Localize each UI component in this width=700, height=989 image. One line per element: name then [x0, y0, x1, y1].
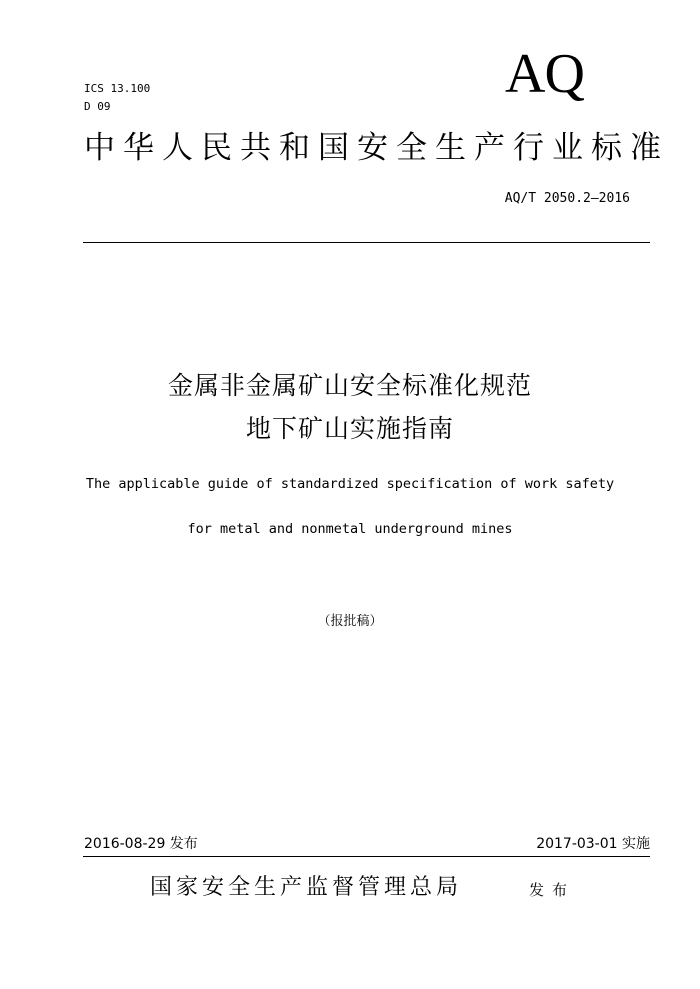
aq-logo: AQ	[505, 43, 584, 105]
ccs-code: D 09	[84, 100, 111, 113]
draft-status-note: （报批稿）	[317, 614, 383, 629]
publish-date: 2016-08-29 发布	[84, 836, 198, 852]
standard-number: AQ/T 2050.2—2016	[504, 191, 630, 206]
top-divider	[83, 242, 650, 243]
document-title-line-2: 地下矿山实施指南	[245, 414, 454, 443]
standard-category-title: 中华人民共和国安全生产行业标准	[84, 130, 669, 166]
implementation-date: 2017-03-01 实施	[536, 836, 650, 852]
english-title-line-1: The applicable guide of standardized specification of work safety	[85, 476, 615, 492]
issue-label: 发布	[529, 881, 576, 899]
document-title-line-1: 金属非金属矿山安全标准化规范	[167, 371, 532, 400]
ics-code: ICS 13.100	[84, 82, 151, 95]
bottom-divider	[83, 856, 650, 857]
issuing-authority: 国家安全生产监督管理总局	[150, 875, 463, 900]
english-title-line-2: for metal and nonmetal underground mines	[187, 521, 513, 537]
